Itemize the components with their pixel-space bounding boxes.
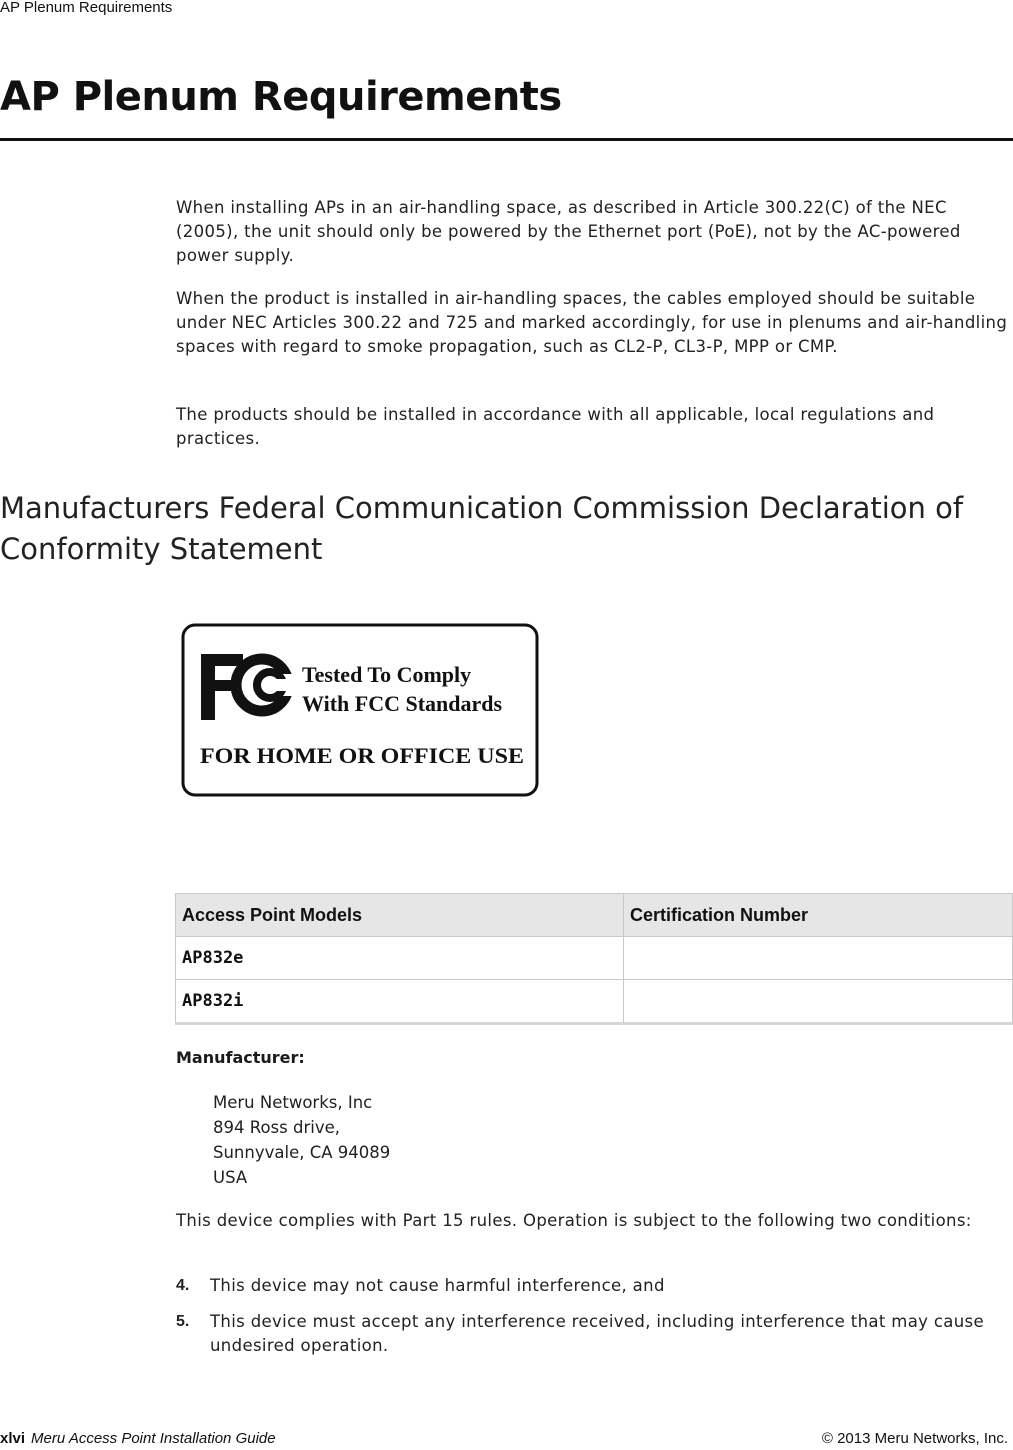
running-header: AP Plenum Requirements xyxy=(0,0,173,16)
manufacturer-label: Manufacturer: xyxy=(176,1048,305,1067)
list-item-number: 5. xyxy=(176,1313,190,1330)
certification-table xyxy=(175,893,1013,1025)
footer-guide-title: Meru Access Point Installation Guide xyxy=(31,1430,276,1447)
list-item xyxy=(176,1310,1013,1358)
footer-page-number: xlvi xyxy=(0,1430,26,1447)
title-divider xyxy=(0,138,1013,141)
list-item-text: This device may not cause harmful interference, and xyxy=(210,1276,665,1295)
list-item-number: 4. xyxy=(176,1277,190,1294)
paragraph-plenum-cables: When the product is installed in air-handling spaces, the cables employed should be suitable under NEC Articles 300.22 and 725 and marked accordingly, for use in plenums and air-handling spaces with regard to smoke propagation, such as CL2-P, CL3-P, MPP or CMP. xyxy=(176,289,1008,356)
table-row xyxy=(176,980,1013,1024)
table-row xyxy=(176,937,1013,980)
list-item xyxy=(176,1274,1013,1298)
page-footer xyxy=(0,1430,1008,1447)
page-title: AP Plenum Requirements xyxy=(0,74,562,120)
list-item-text: This device must accept any interference received, including interference that may cause undesired operation. xyxy=(210,1312,985,1355)
model-cell: AP832e xyxy=(176,937,624,980)
manufacturer-address xyxy=(213,1090,390,1190)
fcc-logo-line1: Tested To Comply xyxy=(302,662,472,687)
certification-cell xyxy=(624,980,1013,1024)
address-line: Meru Networks, Inc xyxy=(213,1093,373,1112)
footer-copyright: © 2013 Meru Networks, Inc. xyxy=(821,1430,1008,1447)
fcc-logo xyxy=(180,622,540,798)
column-header-certification: Certification Number xyxy=(624,894,1013,937)
compliance-statement: This device complies with Part 15 rules. Operation is subject to the following two conditions: xyxy=(176,1211,972,1230)
section-heading-fcc-declaration: Manufacturers Federal Communication Commission Declaration of Conformity Statement xyxy=(0,491,964,566)
table-header-row xyxy=(176,894,1013,937)
paragraph-poe-power: When installing APs in an air-handling space, as described in Article 300.22(C) of the NEC (2005), the unit should only be powered by the Ethernet port (PoE), not by the AC-powered power supply. xyxy=(176,198,961,265)
certification-cell xyxy=(624,937,1013,980)
fcc-logo-line2: With FCC Standards xyxy=(302,691,503,716)
address-line: Sunnyvale, CA 94089 xyxy=(213,1143,391,1162)
paragraph-local-regulations: The products should be installed in accordance with all applicable, local regulations and practices. xyxy=(176,405,935,448)
address-line: 894 Ross drive, xyxy=(213,1118,340,1137)
address-line: USA xyxy=(213,1168,248,1187)
fcc-logo-line3: FOR HOME OR OFFICE USE xyxy=(200,743,524,768)
model-cell: AP832i xyxy=(176,980,624,1024)
column-header-models: Access Point Models xyxy=(176,894,624,937)
